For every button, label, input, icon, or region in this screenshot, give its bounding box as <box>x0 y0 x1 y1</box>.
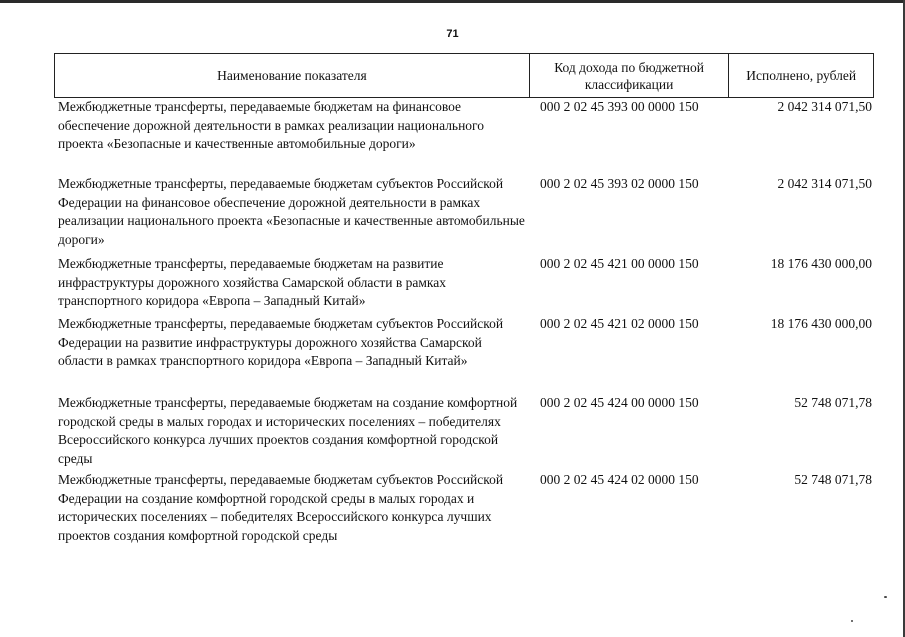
row-name: Межбюджетные трансферты, передаваемые бюджетам на создание комфортной городской среды в малых городах и исторических поселениях – победителях Всероссийского конкурса лучших проектов создания комфортной городской среды <box>58 395 518 466</box>
row-amount: 2 042 314 071,50 <box>777 176 872 191</box>
table-body <box>54 98 874 567</box>
row-name: Межбюджетные трансферты, передаваемые бюджетам на развитие инфраструктуры дорожного хозяйства Самарской области в рамках транспортного коридора «Европа – Западный Китай» <box>58 256 447 309</box>
page-number: 71 <box>446 28 459 40</box>
row-amount: 2 042 314 071,50 <box>777 99 872 114</box>
scan-top-edge <box>0 0 905 3</box>
row-code: 000 2 02 45 421 00 0000 150 <box>540 256 699 271</box>
row-code: 000 2 02 45 421 02 0000 150 <box>540 316 699 331</box>
row-name: Межбюджетные трансферты, передаваемые бюджетам на финансовое обеспечение дорожной деятельности в рамках реализации национального проекта «Безопасные и качественные автомобильные дороги» <box>58 99 485 152</box>
table-row <box>54 315 874 394</box>
row-code: 000 2 02 45 424 02 0000 150 <box>540 472 699 487</box>
row-code: 000 2 02 45 393 00 0000 150 <box>540 99 699 114</box>
row-amount: 52 748 071,78 <box>794 472 872 487</box>
table-row <box>54 98 874 175</box>
row-name: Межбюджетные трансферты, передаваемые бюджетам субъектов Российской Федерации на развитие инфраструктуры дорожного хозяйства Самарской области в рамках транспортного коридора «Европа – Западный Китай» <box>58 316 504 369</box>
scan-speck <box>884 596 887 598</box>
header-name: Наименование показателя <box>55 54 530 97</box>
row-amount: 18 176 430 000,00 <box>770 316 872 331</box>
table-header <box>54 53 874 98</box>
row-amount: 18 176 430 000,00 <box>770 256 872 271</box>
revenue-table <box>54 53 874 567</box>
table-row <box>54 394 874 471</box>
table-row <box>54 175 874 255</box>
row-amount: 52 748 071,78 <box>794 395 872 410</box>
row-code: 000 2 02 45 424 00 0000 150 <box>540 395 699 410</box>
header-code: Код дохода по бюджетной классификации <box>530 54 730 97</box>
row-code: 000 2 02 45 393 02 0000 150 <box>540 176 699 191</box>
table-row <box>54 471 874 567</box>
row-name: Межбюджетные трансферты, передаваемые бюджетам субъектов Российской Федерации на создание комфортной городской среды в малых городах и исторических поселениях – победителях Всероссийского конкурса лучших проектов создания комфортной городской среды <box>58 472 504 543</box>
header-executed: Исполнено, рублей <box>746 68 857 83</box>
row-name: Межбюджетные трансферты, передаваемые бюджетам субъектов Российской Федерации на финансовое обеспечение дорожной деятельности в рамках реализации национального проекта «Безопасные и качественные автомобильные дороги» <box>58 176 525 247</box>
table-row <box>54 255 874 315</box>
scan-speck <box>851 620 853 622</box>
